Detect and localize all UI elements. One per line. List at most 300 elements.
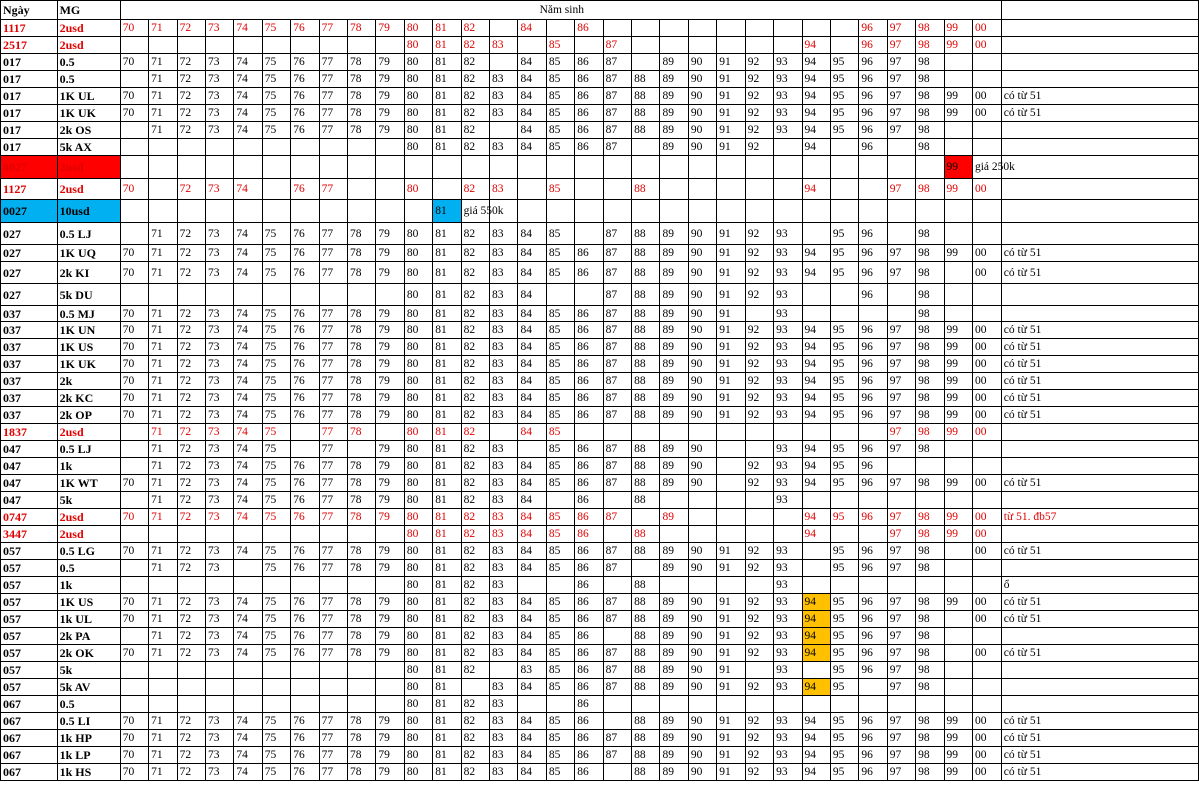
cell-year: 74	[234, 105, 262, 122]
table-row	[1, 322, 1199, 339]
cell-year: 73	[205, 71, 233, 88]
cell-year	[461, 679, 489, 696]
cell-year	[972, 139, 1001, 156]
cell-year: 91	[717, 628, 745, 645]
cell-year	[745, 37, 773, 54]
cell-day: 2517	[1, 37, 58, 54]
cell-year: 98	[916, 407, 944, 424]
cell-year	[688, 156, 716, 179]
cell-year: 94	[802, 122, 830, 139]
cell-year: 73	[205, 356, 233, 373]
cell-year: 89	[660, 122, 688, 139]
cell-year	[830, 37, 858, 54]
cell-year: 98	[916, 645, 944, 662]
cell-note: có từ 51	[1001, 543, 1198, 560]
cell-year	[575, 37, 603, 54]
cell-year: 83	[490, 645, 518, 662]
cell-year	[859, 696, 887, 713]
cell-note	[1001, 200, 1198, 223]
cell-year: 79	[376, 441, 404, 458]
cell-year: 85	[546, 713, 574, 730]
cell-year: 91	[717, 764, 745, 781]
cell-year: 94	[802, 679, 830, 696]
cell-year: 85	[546, 407, 574, 424]
cell-year: 76	[291, 373, 319, 390]
cell-year	[944, 628, 972, 645]
cell-year: 00	[972, 730, 1001, 747]
cell-year: 84	[518, 373, 546, 390]
cell-note: có từ 51	[1001, 645, 1198, 662]
cell-year: 76	[291, 458, 319, 475]
cell-year: 78	[348, 628, 376, 645]
cell-year: 99	[944, 245, 972, 262]
cell-year: 91	[717, 543, 745, 560]
cell-year: 74	[234, 356, 262, 373]
cell-year: 76	[291, 645, 319, 662]
cell-year: 92	[745, 322, 773, 339]
cell-year: 86	[575, 105, 603, 122]
cell-year: 88	[632, 577, 660, 594]
cell-year: 83	[490, 179, 518, 200]
cell-year	[774, 156, 802, 179]
cell-year: 98	[916, 526, 944, 543]
cell-year: 88	[632, 356, 660, 373]
cell-year: 93	[774, 713, 802, 730]
cell-mg: 0.5 LJ	[57, 223, 120, 245]
cell-year: 85	[546, 262, 574, 284]
cell-year: 84	[518, 458, 546, 475]
cell-year	[120, 492, 148, 509]
cell-year: 88	[632, 407, 660, 424]
cell-day: 017	[1, 139, 58, 156]
cell-year: 85	[546, 526, 574, 543]
cell-year	[802, 200, 830, 223]
cell-year: 88	[632, 747, 660, 764]
cell-year: 79	[376, 54, 404, 71]
cell-year	[603, 20, 631, 37]
cell-year: 80	[404, 679, 432, 696]
cell-year: 83	[490, 560, 518, 577]
cell-year: 92	[745, 245, 773, 262]
cell-mg: 2k	[57, 373, 120, 390]
cell-year: 75	[262, 747, 290, 764]
cell-year	[745, 20, 773, 37]
cell-year	[348, 284, 376, 306]
cell-year	[120, 424, 148, 441]
cell-year: 82	[461, 662, 489, 679]
cell-note	[1001, 223, 1198, 245]
cell-year: 77	[319, 223, 347, 245]
cell-year: 94	[802, 441, 830, 458]
cell-year: 93	[774, 223, 802, 245]
cell-note	[1001, 139, 1198, 156]
cell-year: 90	[688, 245, 716, 262]
cell-year: 77	[319, 339, 347, 356]
cell-year: 93	[774, 543, 802, 560]
cell-year	[546, 492, 574, 509]
table-row	[1, 424, 1199, 441]
cell-year	[291, 441, 319, 458]
cell-year	[632, 139, 660, 156]
cell-year	[490, 122, 518, 139]
cell-year	[944, 306, 972, 322]
cell-day: 0027	[1, 156, 58, 179]
cell-note: có từ 51	[1001, 105, 1198, 122]
cell-year: 90	[688, 747, 716, 764]
cell-year: 71	[149, 223, 177, 245]
cell-year	[205, 37, 233, 54]
cell-year: 98	[916, 594, 944, 611]
cell-year: 87	[603, 339, 631, 356]
cell-year: 75	[262, 713, 290, 730]
table-row	[1, 679, 1199, 696]
cell-year: 83	[490, 322, 518, 339]
cell-year: 96	[859, 245, 887, 262]
cell-year: 93	[774, 407, 802, 424]
cell-year: 93	[774, 71, 802, 88]
cell-year: 85	[546, 662, 574, 679]
cell-year: 79	[376, 764, 404, 781]
cell-year: 77	[319, 54, 347, 71]
cell-mg: 5k	[57, 492, 120, 509]
cell-year: 84	[518, 713, 546, 730]
cell-year: 90	[688, 560, 716, 577]
cell-year: 97	[887, 390, 915, 407]
cell-year: 93	[774, 628, 802, 645]
cell-year: 71	[149, 424, 177, 441]
cell-year: 91	[717, 284, 745, 306]
cell-year: 95	[830, 339, 858, 356]
cell-year: 92	[745, 284, 773, 306]
cell-year: 83	[490, 594, 518, 611]
cell-year: 70	[120, 407, 148, 424]
cell-year: 90	[688, 679, 716, 696]
cell-year: 91	[717, 105, 745, 122]
cell-day: 017	[1, 88, 58, 105]
cell-year: 79	[376, 407, 404, 424]
cell-year	[518, 37, 546, 54]
cell-year: 91	[717, 713, 745, 730]
cell-year: 82	[461, 611, 489, 628]
cell-year	[887, 306, 915, 322]
cell-year: 90	[688, 594, 716, 611]
cell-year: 75	[262, 54, 290, 71]
cell-year: 97	[887, 628, 915, 645]
cell-year: 86	[575, 122, 603, 139]
cell-year: 92	[745, 54, 773, 71]
cell-year: 81	[433, 560, 461, 577]
cell-year: 70	[120, 54, 148, 71]
cell-year	[660, 526, 688, 543]
cell-year: 82	[461, 373, 489, 390]
cell-year	[972, 577, 1001, 594]
cell-mg: 1k LP	[57, 747, 120, 764]
table-row	[1, 560, 1199, 577]
table-row	[1, 696, 1199, 713]
cell-day: 017	[1, 54, 58, 71]
cell-year	[944, 122, 972, 139]
cell-year: 96	[859, 645, 887, 662]
cell-year: 70	[120, 713, 148, 730]
cell-day: 1117	[1, 20, 58, 37]
cell-year: 92	[745, 764, 773, 781]
cell-year: 84	[518, 645, 546, 662]
cell-year: 79	[376, 509, 404, 526]
cell-year	[376, 424, 404, 441]
cell-year: 87	[603, 509, 631, 526]
cell-year: 73	[205, 179, 233, 200]
cell-year: 71	[149, 509, 177, 526]
cell-year: 93	[774, 594, 802, 611]
cell-year	[802, 543, 830, 560]
cell-year: 93	[774, 662, 802, 679]
cell-year	[688, 179, 716, 200]
cell-year: 90	[688, 339, 716, 356]
cell-year: 71	[149, 71, 177, 88]
cell-year: 96	[859, 543, 887, 560]
cell-year	[717, 156, 745, 179]
cell-year: 94	[802, 245, 830, 262]
cell-year: 71	[149, 306, 177, 322]
cell-year: 93	[774, 747, 802, 764]
cell-year	[205, 200, 233, 223]
table-row	[1, 139, 1199, 156]
cell-year: 81	[433, 628, 461, 645]
cell-year: 81	[433, 356, 461, 373]
cell-year: 99	[944, 105, 972, 122]
cell-year	[802, 424, 830, 441]
cell-year	[887, 156, 915, 179]
cell-year: 70	[120, 356, 148, 373]
cell-year: 91	[717, 390, 745, 407]
cell-year: 83	[490, 509, 518, 526]
cell-year: 83	[490, 356, 518, 373]
cell-year	[120, 628, 148, 645]
cell-year	[632, 509, 660, 526]
cell-year: 99	[944, 390, 972, 407]
cell-year: 73	[205, 223, 233, 245]
cell-year: 71	[149, 543, 177, 560]
cell-year: 84	[518, 594, 546, 611]
cell-year: 83	[490, 223, 518, 245]
cell-year	[376, 200, 404, 223]
cell-year: 78	[348, 764, 376, 781]
cell-year: 99	[944, 373, 972, 390]
cell-day: 017	[1, 105, 58, 122]
cell-year	[177, 139, 205, 156]
cell-day: 047	[1, 458, 58, 475]
cell-year: 89	[660, 441, 688, 458]
cell-year: 80	[404, 306, 432, 322]
cell-year	[774, 139, 802, 156]
cell-note	[1001, 458, 1198, 475]
cell-day: 057	[1, 645, 58, 662]
cell-year	[291, 156, 319, 179]
cell-year: 74	[234, 764, 262, 781]
cell-year	[348, 526, 376, 543]
cell-year: 78	[348, 262, 376, 284]
table-row	[1, 356, 1199, 373]
cell-year: 95	[830, 475, 858, 492]
cell-year: 98	[916, 628, 944, 645]
cell-year: 98	[916, 373, 944, 390]
cell-year	[291, 679, 319, 696]
cell-year	[802, 223, 830, 245]
cell-year: 82	[461, 730, 489, 747]
cell-year	[887, 284, 915, 306]
cell-year: 83	[490, 390, 518, 407]
cell-year: 74	[234, 20, 262, 37]
cell-year: 96	[859, 284, 887, 306]
cell-year: 87	[603, 37, 631, 54]
cell-year	[830, 179, 858, 200]
cell-year: 71	[149, 407, 177, 424]
cell-year: 76	[291, 492, 319, 509]
cell-year: 74	[234, 262, 262, 284]
cell-year	[603, 764, 631, 781]
cell-year: 70	[120, 645, 148, 662]
cell-year: 95	[830, 458, 858, 475]
cell-year: 89	[660, 764, 688, 781]
cell-year	[376, 139, 404, 156]
cell-year: 95	[830, 509, 858, 526]
cell-year: 78	[348, 713, 376, 730]
cell-year: 95	[830, 105, 858, 122]
cell-year	[972, 223, 1001, 245]
cell-year: 70	[120, 373, 148, 390]
cell-year	[660, 179, 688, 200]
cell-mg: 2usd	[57, 156, 120, 179]
cell-year: 98	[916, 611, 944, 628]
cell-year	[546, 156, 574, 179]
cell-year	[262, 577, 290, 594]
cell-year: 92	[745, 262, 773, 284]
cell-year	[944, 441, 972, 458]
cell-year	[120, 662, 148, 679]
cell-year: 82	[461, 306, 489, 322]
cell-year: 94	[802, 71, 830, 88]
cell-year: 82	[461, 179, 489, 200]
cell-year: 86	[575, 679, 603, 696]
cell-year: 75	[262, 475, 290, 492]
cell-year: 92	[745, 88, 773, 105]
cell-year: 72	[177, 88, 205, 105]
cell-year: 76	[291, 475, 319, 492]
cell-year: 97	[887, 594, 915, 611]
cell-year: 81	[433, 577, 461, 594]
cell-year: 84	[518, 105, 546, 122]
cell-year: 81	[433, 373, 461, 390]
cell-year: 82	[461, 322, 489, 339]
cell-year: 72	[177, 747, 205, 764]
cell-year: 93	[774, 458, 802, 475]
cell-year: 89	[660, 284, 688, 306]
cell-year	[348, 696, 376, 713]
cell-year: 91	[717, 594, 745, 611]
cell-year: 92	[745, 71, 773, 88]
cell-year	[177, 526, 205, 543]
cell-mg: 2usd	[57, 526, 120, 543]
cell-year: 72	[177, 560, 205, 577]
cell-year: 76	[291, 713, 319, 730]
cell-year: 86	[575, 458, 603, 475]
cell-year: 97	[887, 122, 915, 139]
cell-year: 77	[319, 628, 347, 645]
cell-year	[177, 200, 205, 223]
cell-day: 047	[1, 441, 58, 458]
cell-year: 74	[234, 407, 262, 424]
cell-year: 95	[830, 611, 858, 628]
cell-year: 86	[575, 71, 603, 88]
cell-year: 00	[972, 407, 1001, 424]
cell-year: 96	[859, 730, 887, 747]
cell-year: 89	[660, 611, 688, 628]
cell-year: 00	[972, 373, 1001, 390]
cell-year: 77	[319, 441, 347, 458]
cell-note	[1001, 662, 1198, 679]
cell-year: 77	[319, 71, 347, 88]
cell-year	[972, 200, 1001, 223]
cell-year: 90	[688, 730, 716, 747]
cell-mg: 0.5	[57, 54, 120, 71]
cell-year: 75	[262, 560, 290, 577]
cell-year: 72	[177, 373, 205, 390]
cell-year: 72	[177, 730, 205, 747]
cell-year: 78	[348, 390, 376, 407]
cell-year: 88	[632, 71, 660, 88]
cell-year: 87	[603, 662, 631, 679]
cell-year: 87	[603, 594, 631, 611]
cell-year	[490, 424, 518, 441]
cell-year	[717, 492, 745, 509]
cell-year: 73	[205, 645, 233, 662]
cell-year: 77	[319, 543, 347, 560]
cell-year	[830, 424, 858, 441]
cell-year: 71	[149, 560, 177, 577]
cell-year: 94	[802, 730, 830, 747]
cell-mg: 5k	[57, 662, 120, 679]
cell-year: 73	[205, 20, 233, 37]
cell-year: 73	[205, 611, 233, 628]
cell-year: 95	[830, 764, 858, 781]
cell-year: 79	[376, 122, 404, 139]
cell-year	[234, 37, 262, 54]
cell-day: 037	[1, 407, 58, 424]
cell-year: 89	[660, 339, 688, 356]
cell-note	[1001, 679, 1198, 696]
cell-year: 82	[461, 560, 489, 577]
cell-year: 84	[518, 560, 546, 577]
cell-year: 81	[433, 747, 461, 764]
cell-mg: 1k UL	[57, 611, 120, 628]
cell-year: 82	[461, 594, 489, 611]
cell-year: 74	[234, 509, 262, 526]
cell-year: 88	[632, 390, 660, 407]
cell-year	[319, 156, 347, 179]
cell-year	[546, 284, 574, 306]
cell-year: 98	[916, 764, 944, 781]
cell-year: 71	[149, 611, 177, 628]
cell-year: 80	[404, 458, 432, 475]
cell-year: 93	[774, 475, 802, 492]
cell-year: 99	[944, 407, 972, 424]
cell-year: 73	[205, 441, 233, 458]
cell-day: 3447	[1, 526, 58, 543]
cell-year	[632, 424, 660, 441]
cell-year: 72	[177, 122, 205, 139]
cell-year: 76	[291, 20, 319, 37]
cell-year: 98	[916, 390, 944, 407]
